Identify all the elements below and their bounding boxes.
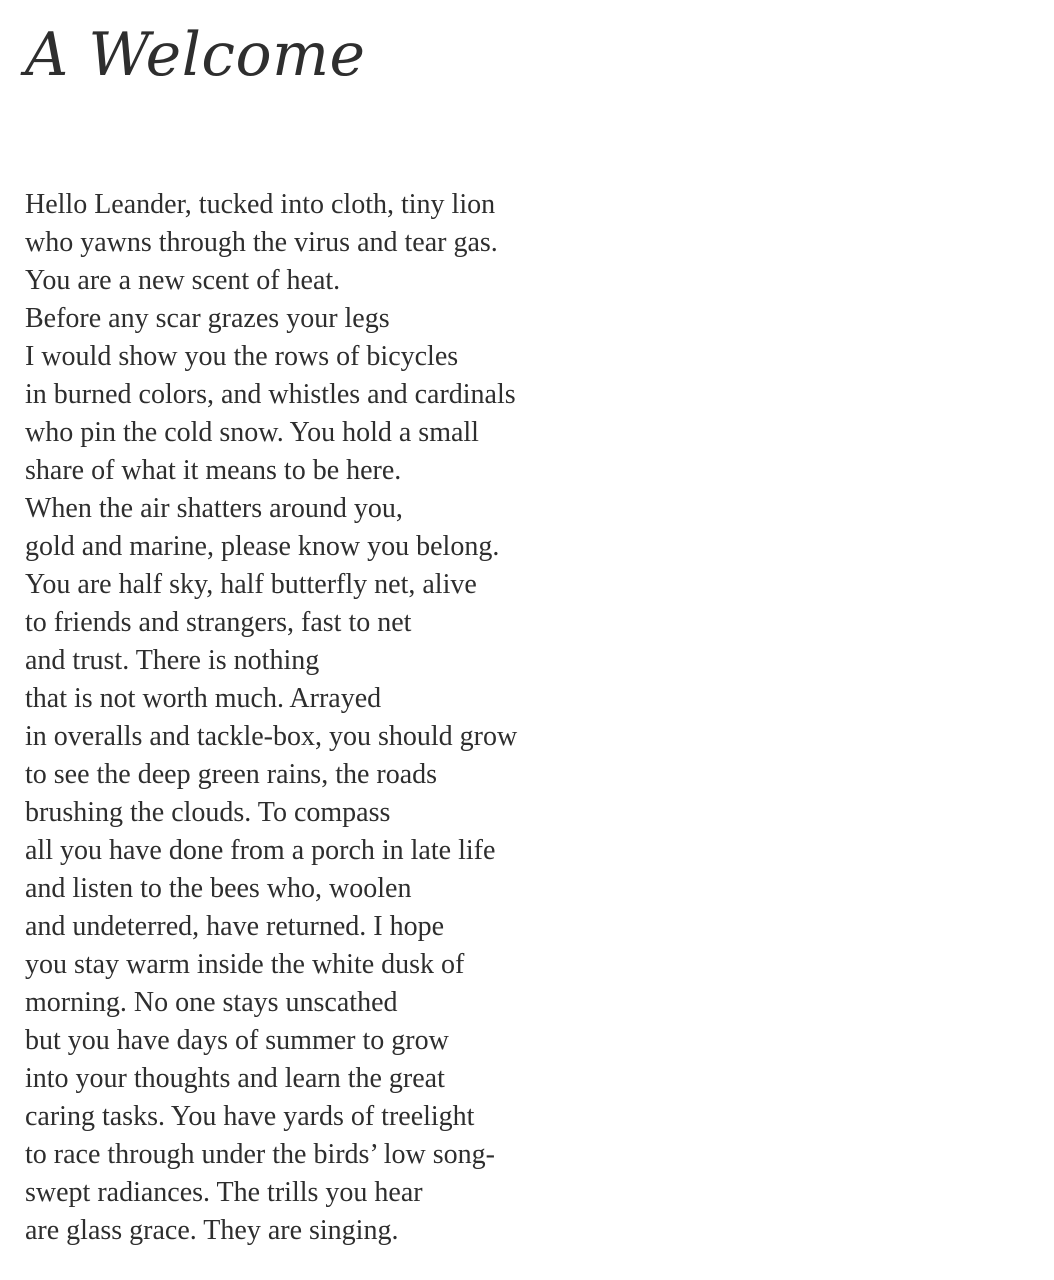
poem-line: brushing the clouds. To compass [25,797,391,828]
poem-line: and undeterred, have returned. I hope [25,911,445,942]
poem-line: in burned colors, and whistles and cardinals [25,379,516,410]
poem-line: who pin the cold snow. You hold a small [25,417,479,448]
poem-line: to race through under the birds’ low song- [25,1139,495,1170]
poem-title: A Welcome [25,20,366,90]
poem-line: You are a new scent of heat. [25,265,341,296]
poem-line: morning. No one stays unscathed [25,987,398,1018]
poem-line: in overalls and tackle-box, you should grow [25,721,518,752]
poem-line: When the air shatters around you, [25,493,403,524]
poem-line: to see the deep green rains, the roads [25,759,438,790]
poem-line: that is not worth much. Arrayed [25,683,382,714]
poem-line: and trust. There is nothing [25,645,320,676]
poem-line: but you have days of summer to grow [25,1025,449,1056]
poem-body [25,186,517,1250]
poem-line: gold and marine, please know you belong. [25,531,500,562]
poem-line: to friends and strangers, fast to net [25,607,412,638]
poem-line: all you have done from a porch in late life [25,835,496,866]
poem-line: caring tasks. You have yards of treelight [25,1101,475,1132]
poem-line: into your thoughts and learn the great [25,1063,445,1094]
poem-page [25,0,1054,1280]
poem-line: you stay warm inside the white dusk of [25,949,465,980]
poem-line: I would show you the rows of bicycles [25,341,459,372]
poem-line: are glass grace. They are singing. [25,1215,399,1246]
poem-line: You are half sky, half butterfly net, alive [25,569,477,600]
poem-line: Hello Leander, tucked into cloth, tiny lion [25,189,496,220]
poem-line: and listen to the bees who, woolen [25,873,412,904]
poem-line: swept radiances. The trills you hear [25,1177,423,1208]
poem-line: share of what it means to be here. [25,455,402,486]
poem-line: who yawns through the virus and tear gas. [25,227,498,258]
poem-line: Before any scar grazes your legs [25,303,390,334]
